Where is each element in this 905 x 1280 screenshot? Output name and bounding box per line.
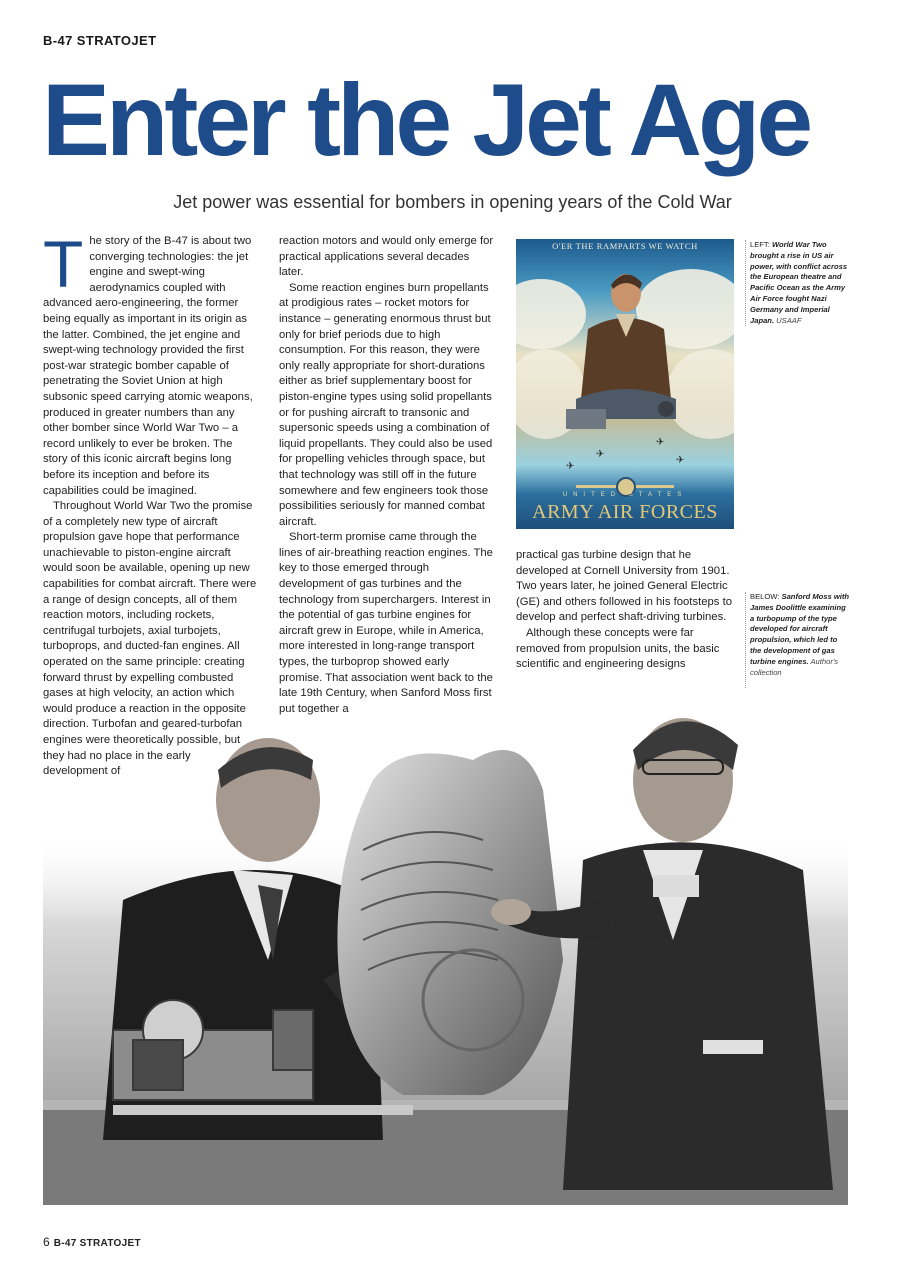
paragraph [43, 227, 257, 499]
poster-army-air-forces: ARMY AIR FORCES [532, 501, 718, 523]
paragraph: Although these concepts were far removed from propulsion units, the basic scientific and engineering designs [516, 626, 720, 671]
caption-credit: Author's collection [750, 656, 839, 677]
standfirst: Jet power was essential for bombers in opening years of the Cold War [173, 192, 732, 212]
caption-below [745, 592, 850, 688]
page-footer [43, 1235, 141, 1249]
paragraph: reaction motors and would only emerge for practical applications several decades later. [279, 235, 494, 279]
drop-cap: T [43, 227, 84, 301]
airman-illustration [566, 259, 686, 439]
page-number: 6 [43, 1235, 50, 1249]
bomber-silhouette: ✈ [566, 461, 575, 472]
caption-text: World War Two brought a rise in US air power, with conflict across the European theatre and Pacific Ocean as the Army Air Force fought Nazi Germany and Imperial Japan. [750, 240, 848, 325]
caption-tag: BELOW: [750, 592, 782, 601]
article-column-1 [43, 227, 257, 780]
article-column-2 [279, 234, 495, 717]
page-title: Enter the Jet Age [42, 63, 810, 177]
paragraph: Throughout World War Two the promise of a completely new type of aircraft propulsion gave hope that performance unachievable to piston-engine aircraft would soon be available, opening up new capabilities for combat aircraft. There were a range of design concepts, all of them reaction motors, including rockets, centrifugal turbojets, axial turbojets, turboprops, and ducted-fan engines. All operated on the same principle: creating forward thrust by expelling combusted gases at high velocity, an action which would produce a reaction in the opposite direction. Turbofan and geared-turbofan engines were theoretically possible, but they had no place in the early development of [43, 500, 257, 778]
poster-united-states: UNITED STATES [562, 492, 688, 498]
caption-credit: USAAF [774, 315, 802, 325]
bomber-silhouette: ✈ [656, 437, 665, 448]
army-air-forces-poster [516, 239, 734, 529]
footer-title: B-47 STRATOJET [53, 1238, 141, 1249]
poster-top-text: O'ER THE RAMPARTS WE WATCH [552, 241, 698, 251]
section-kicker: B-47 STRATOJET [43, 33, 157, 48]
paragraph-text: he story of the B-47 is about two converging technologies: the jet engine and swept-wing aerodynamics coupled with advanced aero-engineering, the former being equally as important in its origin as the latter. Combined, the jet engine and swept-wing technology provided the first post-war strategic bomber capable of penetrating the Soviet Union at high subsonic speed carrying atomic weapons, produced in greater numbers than any other bomber since World War Two – a record unlikely to ever be broken. The story of this iconic aircraft begins long before its inception and before its capabilities could be imagined. [43, 235, 253, 497]
bomber-silhouette: ✈ [676, 455, 685, 466]
article-column-3 [516, 548, 732, 673]
caption-tag: LEFT: [750, 240, 772, 249]
caption-left [745, 240, 850, 326]
moss-doolittle-photo [43, 700, 848, 1205]
caption-text: Sanford Moss with James Doolittle examining a turbopump of the type developed for aircraft propulsion, which led to the development of gas turbine engines. [750, 592, 850, 666]
paragraph: Short-term promise came through the lines of air-breathing reaction engines. The key to those emerged through development of gas turbines and the technology from superchargers. Interest in the potential of gas turbine engines for aircraft grew in Europe, while in America, more interested in long-range transport types, the turboprop showed early promise. That association went back to the late 19th Century, when Sanford Moss first put together a [279, 531, 493, 715]
bomber-silhouette: ✈ [596, 449, 605, 460]
paragraph: practical gas turbine design that he developed at Cornell University from 1901. Two years later, he joined General Electric (GE) and others followed in his footsteps to develop and perfect shaft-driving turbines. [516, 549, 733, 624]
paragraph: Some reaction engines burn propellants at prodigious rates – rocket motors for instance – generating enormous thrust but only for brief periods due to high consumption. For this reason, they were only really appropriate for short-durations either as brief supplementary boost for piston-engine types using solid propellants or for pushing aircraft to transonic and supersonic speeds using a combination of liquid propellants. They could also be used for propelling vehicles through space, but that technology was still off in the future somewhere and few engineers took those possibilities seriously for manned combat aircraft. [279, 281, 493, 528]
